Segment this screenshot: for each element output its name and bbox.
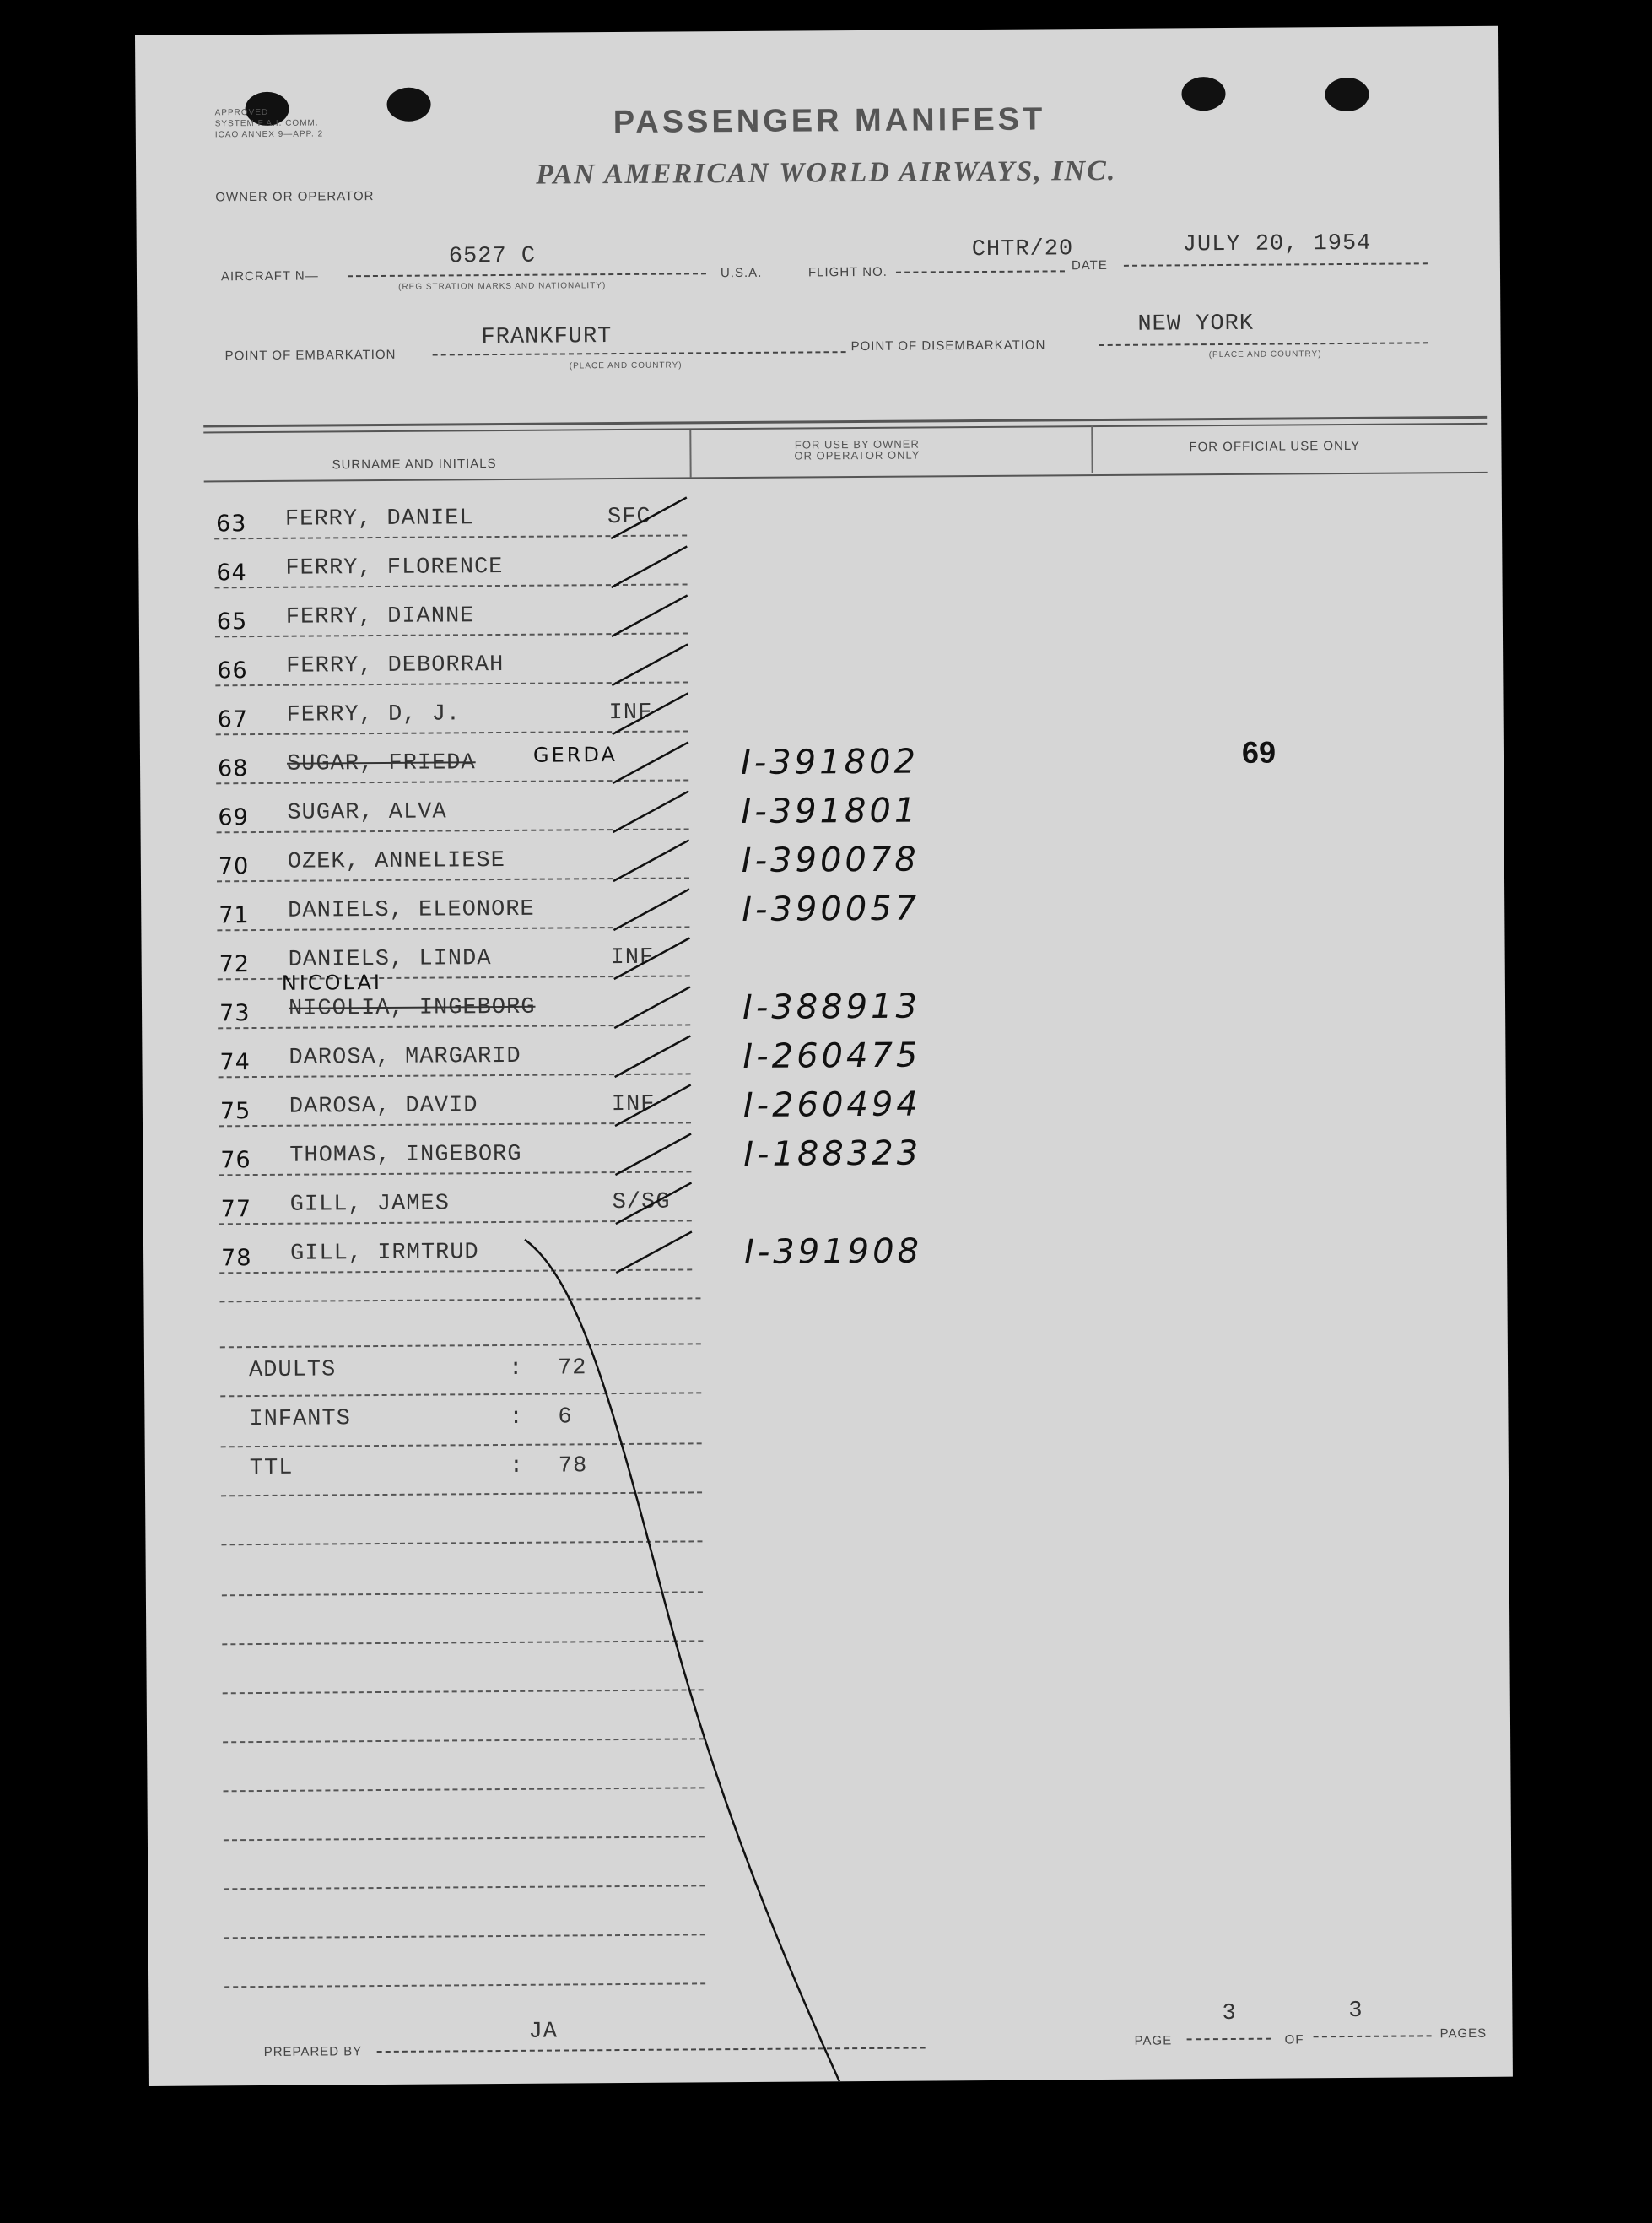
manifest-sheet: [135, 26, 1513, 2086]
pages-label: PAGES: [1439, 2026, 1487, 2042]
disembark-sub: (PLACE AND COUNTRY): [1208, 349, 1322, 360]
check-mark: [611, 546, 687, 587]
passenger-name: OZEK, ANNELIESE: [287, 847, 505, 875]
passenger-name: FERRY, DEBORRAH: [286, 652, 505, 679]
row-number: 66: [217, 657, 248, 684]
page-value: 3: [1222, 2000, 1237, 2027]
handwritten-id: I-260475: [742, 1036, 921, 1076]
check-mark: [613, 791, 688, 832]
passenger-name: DANIELS, LINDA: [288, 946, 492, 973]
total-sep: :: [509, 1453, 525, 1479]
check-mark: [614, 1036, 690, 1077]
passenger-name: SUGAR, FRIEDA: [286, 750, 476, 777]
row-number: 74: [219, 1049, 251, 1076]
row-number: 77: [220, 1196, 252, 1223]
handwritten-id: I-391908: [743, 1231, 923, 1272]
row-number: 64: [216, 560, 247, 587]
handwritten-id: I-188323: [743, 1133, 922, 1174]
total-sep: :: [509, 1404, 524, 1431]
check-mark: [616, 1182, 692, 1224]
check-mark: [611, 497, 687, 538]
total-value: 6: [558, 1404, 573, 1431]
check-mark: [613, 742, 688, 783]
check-marks: [135, 26, 1507, 1301]
of-label: OF: [1284, 2032, 1304, 2047]
owner-label: OWNER OR OPERATOR: [215, 189, 375, 205]
aircraft-sub: (REGISTRATION MARKS AND NATIONALITY): [398, 281, 607, 292]
passenger-note: INF: [611, 1091, 656, 1118]
passenger-name: DAROSA, MARGARID: [289, 1043, 521, 1071]
row-number: 65: [216, 608, 248, 636]
airline-name: PAN AMERICAN WORLD AIRWAYS, INC.: [536, 154, 1117, 191]
handwritten-correction: GERDA: [532, 743, 618, 767]
passenger-note: SFC: [607, 504, 651, 531]
disembark-value: NEW YORK: [1137, 311, 1255, 338]
flight-value: CHTR/20: [971, 236, 1074, 263]
total-label: ADULTS: [248, 1357, 337, 1384]
aircraft-value: 6527 C: [448, 243, 537, 270]
check-mark: [612, 644, 688, 685]
row-number: 70: [218, 853, 250, 880]
row-number: 63: [215, 511, 247, 538]
total-label: INFANTS: [249, 1406, 351, 1433]
check-mark: [613, 889, 689, 930]
check-mark: [615, 1133, 691, 1175]
check-mark: [610, 938, 689, 979]
prepared-label: PREPARED BY: [263, 2044, 363, 2059]
col-official: FOR OFFICIAL USE ONLY: [1189, 438, 1361, 455]
total-value: 78: [558, 1453, 588, 1479]
row-number: 73: [219, 1000, 251, 1027]
usa-label: U.S.A.: [720, 265, 763, 281]
passenger-name: FERRY, FLORENCE: [285, 554, 504, 581]
col-surname: SURNAME AND INITIALS: [332, 457, 497, 473]
row-number: 72: [219, 951, 251, 978]
flight-label: FLIGHT NO.: [807, 264, 888, 280]
aircraft-label: AIRCRAFT N—: [220, 268, 319, 284]
row-number: 68: [217, 755, 249, 782]
check-mark: [614, 987, 690, 1028]
passenger-name: GILL, IRMTRUD: [289, 1240, 479, 1267]
embark-value: FRANKFURT: [481, 324, 613, 351]
handwritten-id: I-390078: [741, 840, 920, 881]
col-owner-use: FOR USE BY OWNER OR OPERATOR ONLY: [794, 437, 920, 462]
total-sep: :: [508, 1355, 524, 1382]
passenger-name: SUGAR, ALVA: [287, 799, 447, 826]
disembark-label: POINT OF DISEMBARKATION: [850, 338, 1046, 354]
handwritten-id: I-391802: [740, 742, 920, 783]
handwritten-id: I-388913: [742, 987, 921, 1028]
embark-sub: (PLACE AND COUNTRY): [569, 360, 683, 371]
handwritten-correction: NICOLAI: [281, 970, 383, 995]
row-number: 75: [219, 1098, 251, 1125]
passenger-name: FERRY, D, J.: [286, 701, 462, 728]
passenger-name: GILL, JAMES: [289, 1191, 451, 1218]
check-mark: [615, 1084, 691, 1126]
passenger-name: THOMAS, INGEBORG: [289, 1141, 522, 1169]
passenger-name: DANIELS, ELEONORE: [288, 896, 535, 924]
handwritten-id: I-260494: [742, 1084, 921, 1125]
passenger-note: INF: [608, 700, 653, 727]
embark-label: POINT OF EMBARKATION: [224, 347, 397, 364]
passenger-name: DAROSA, DAVID: [289, 1093, 478, 1120]
passenger-name: FERRY, DIANNE: [285, 603, 475, 630]
passenger-note: S/SG: [612, 1189, 671, 1216]
date-value: JULY 20, 1954: [1182, 230, 1372, 258]
date-label: DATE: [1071, 257, 1108, 273]
total-value: 72: [557, 1355, 587, 1382]
row-number: 69: [218, 804, 249, 831]
of-value: 3: [1348, 1998, 1363, 2025]
page-title: PASSENGER MANIFEST: [613, 101, 1046, 141]
row-number: 76: [220, 1147, 251, 1174]
check-mark: [616, 1231, 692, 1273]
check-mark: [612, 595, 688, 636]
row-number: 78: [221, 1245, 252, 1272]
row-number: 71: [219, 902, 250, 929]
check-mark: [612, 693, 688, 734]
handwritten-id: I-390057: [742, 889, 920, 930]
handwritten-id: I-391801: [741, 791, 920, 832]
total-label: TTL: [249, 1455, 294, 1482]
passenger-note: INF: [610, 944, 655, 971]
check-mark: [613, 840, 689, 881]
passenger-name: NICOLIA, INGEBORG: [288, 994, 536, 1022]
approval-stamp: APPROVED SYSTEM F.A.I. COMM. ICAO ANNEX 9—APP. 2: [214, 107, 324, 140]
page-label: PAGE: [1134, 2033, 1173, 2048]
prepared-value: JA: [528, 2019, 559, 2045]
passenger-name: FERRY, DANIEL: [284, 506, 474, 533]
official-mark: 69: [1241, 734, 1277, 770]
row-number: 67: [217, 706, 249, 733]
